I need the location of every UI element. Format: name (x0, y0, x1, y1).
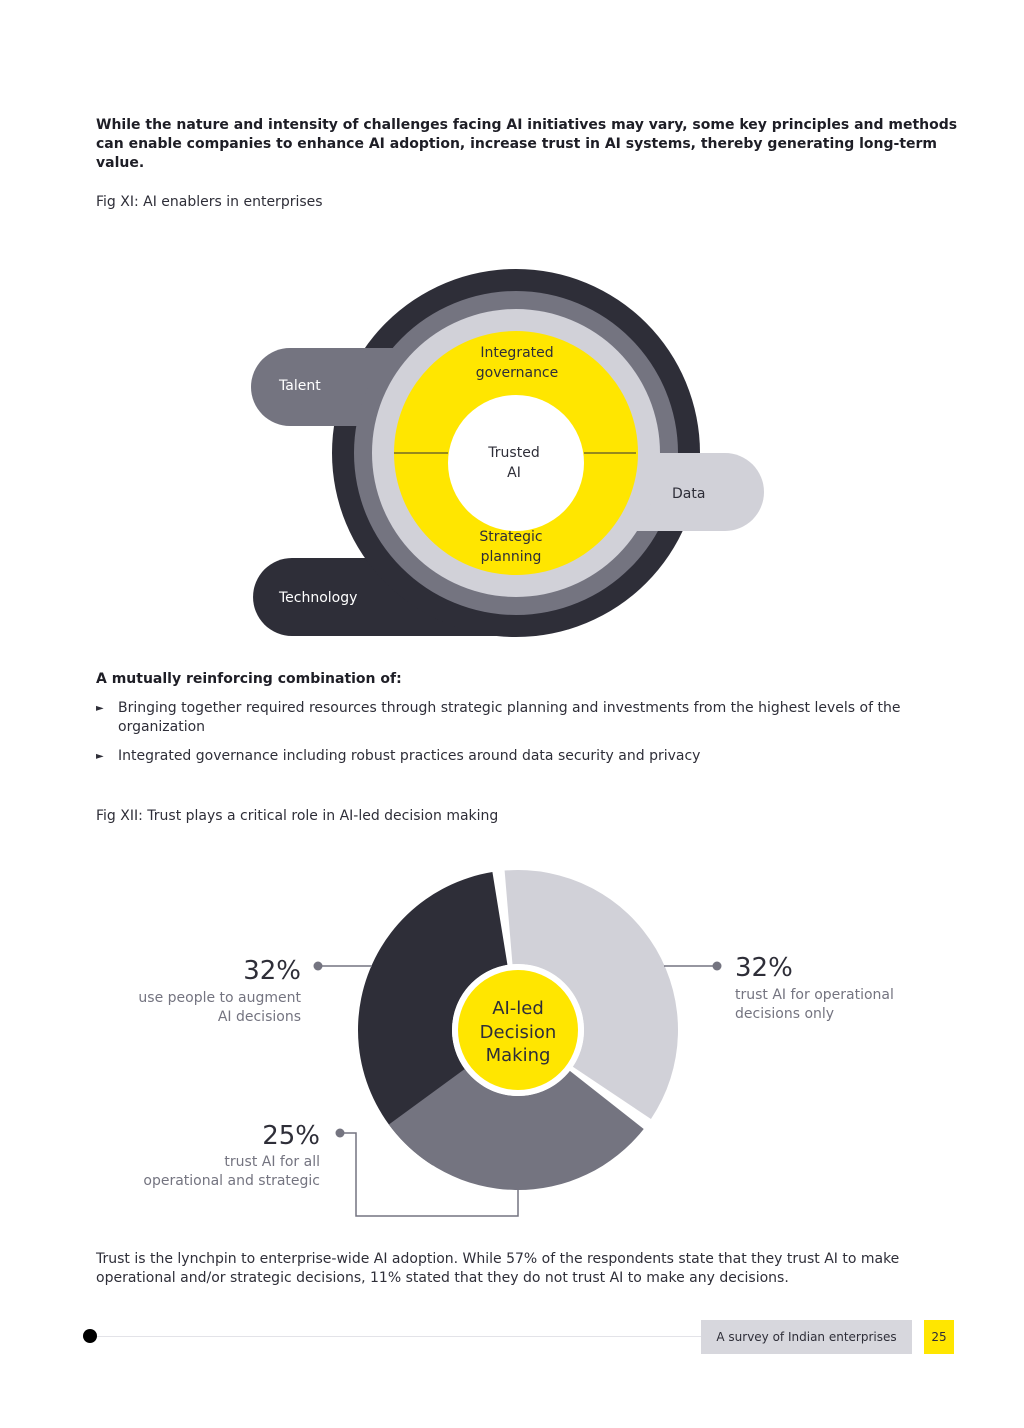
combination-heading: A mutually reinforcing combination of: (96, 671, 402, 687)
center-line2: Decision (479, 1022, 557, 1043)
slice-desc-people-2: AI decisions (217, 1009, 301, 1025)
slice-value-people: 32% (243, 956, 301, 986)
triangle-bullet-icon: ► (96, 703, 104, 714)
lower-label-line2: planning (480, 549, 542, 565)
leader-dot-all (336, 1129, 345, 1138)
closing-paragraph (96, 1250, 956, 1288)
page-number: 25 (924, 1320, 954, 1354)
closing-text: Trust is the lynchpin to enterprise-wide AI adoption. While 57% of the respondents state that they trust AI to make operational and/or strategic decisions, 11% stated that they do not trust AI to make any decisions. (96, 1251, 900, 1286)
slice-desc-operational-1: trust AI for operational (735, 987, 894, 1003)
footer-rule (96, 1336, 702, 1337)
list-item-text: Bringing together required resources through strategic planning and investments from the highest levels of the organization (118, 700, 901, 735)
leader-dot-operational (713, 962, 722, 971)
upper-label-line2: governance (475, 365, 559, 381)
slice-desc-all-1: trust AI for all (224, 1154, 320, 1170)
slice-desc-people-1: use people to augment (138, 990, 301, 1006)
center-label-line1: Trusted (488, 445, 540, 461)
footer-dot-icon (83, 1329, 97, 1343)
upper-label-line1: Integrated (480, 345, 554, 361)
lower-label-line1: Strategic (479, 529, 543, 545)
fig12-caption: Fig XII: Trust plays a critical role in AI-led decision making (96, 808, 499, 824)
technology-label: Technology (279, 590, 358, 606)
center-line3: Making (485, 1045, 551, 1066)
slice-desc-all-2: operational and strategic (143, 1173, 320, 1189)
slice-desc-operational-2: decisions only (735, 1006, 835, 1022)
intro-text: While the nature and intensity of challenges facing AI initiatives may vary, some key principles and methods can enable companies to enhance AI adoption, increase trust in AI systems, thereby generating long-term value. (96, 117, 958, 171)
center-label-line2: AI (507, 465, 521, 481)
footer-label: A survey of Indian enterprises (701, 1320, 912, 1354)
data-label: Data (672, 486, 706, 502)
leader-dot-people (314, 962, 323, 971)
list-item-text: Integrated governance including robust practices around data security and privacy (118, 748, 701, 764)
slice-value-operational: 32% (735, 953, 793, 983)
center-line1: AI-led (492, 998, 544, 1019)
fig11-caption: Fig XI: AI enablers in enterprises (96, 194, 323, 210)
slice-value-all: 25% (262, 1121, 320, 1151)
triangle-bullet-icon: ► (96, 751, 104, 762)
talent-label: Talent (279, 378, 321, 394)
